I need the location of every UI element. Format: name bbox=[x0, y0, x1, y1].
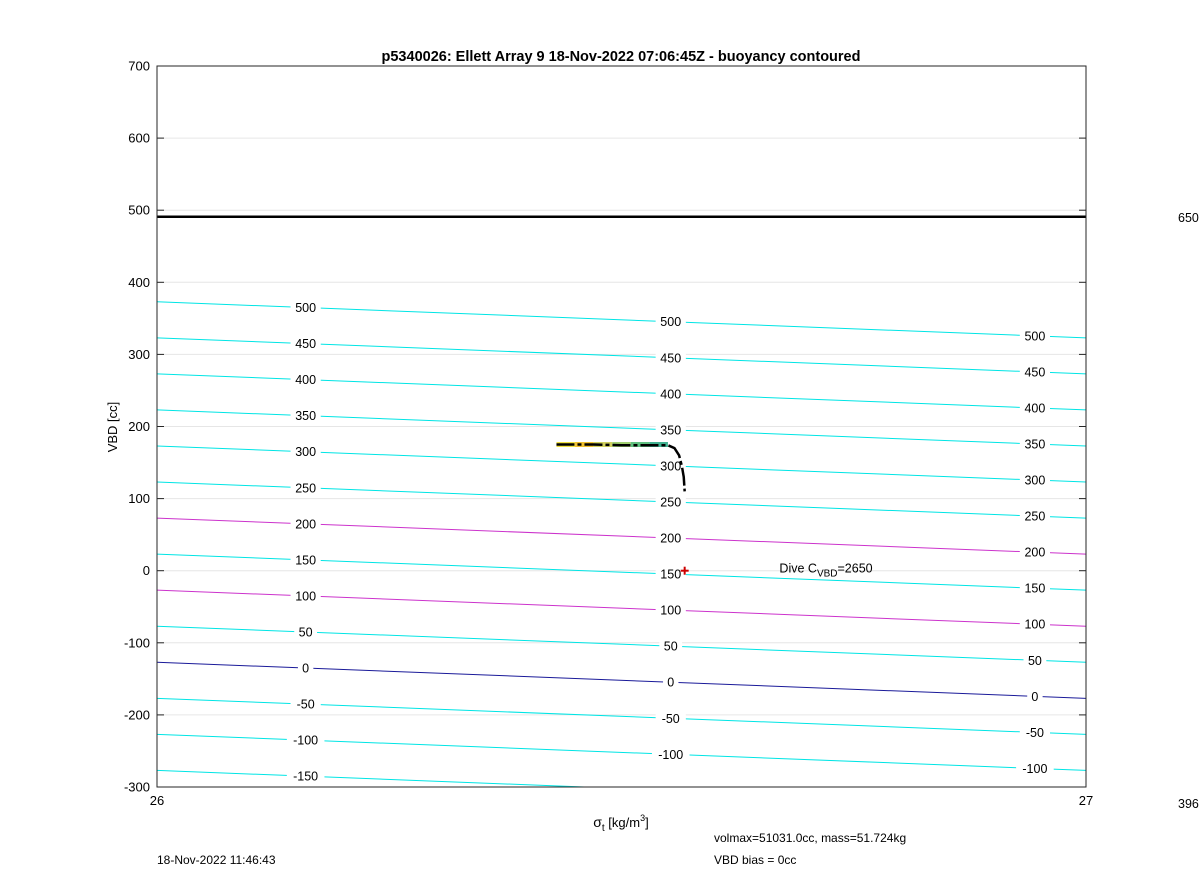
y-tick-label: 400 bbox=[128, 274, 150, 290]
contour-label-350: 350 bbox=[1024, 437, 1046, 452]
y-tick-label: 200 bbox=[128, 419, 150, 434]
contour-label-0: 0 bbox=[302, 661, 310, 676]
y-tick-label: 500 bbox=[128, 202, 150, 218]
y-tick-label: 600 bbox=[128, 130, 150, 146]
contour-label-100: 100 bbox=[1024, 617, 1046, 632]
contour-label--150: -150 bbox=[293, 769, 319, 784]
contour-line--150 bbox=[157, 770, 584, 787]
contour-label-0: 0 bbox=[667, 675, 675, 690]
x-axis-label bbox=[593, 813, 648, 834]
y-tick-label: 700 bbox=[128, 58, 150, 74]
contour-label-200: 200 bbox=[295, 517, 317, 532]
dive-annotation-main: Dive C bbox=[779, 561, 817, 576]
contour-label-250: 250 bbox=[1024, 509, 1046, 524]
contour-label--100: -100 bbox=[293, 733, 319, 748]
y-tick-label: -300 bbox=[123, 779, 150, 795]
contour-label--100: -100 bbox=[1022, 761, 1048, 776]
contour-label-400: 400 bbox=[295, 373, 317, 388]
contour-label-150: 150 bbox=[1024, 581, 1046, 596]
contour-label-300: 300 bbox=[660, 459, 682, 474]
x-tick-label: 27 bbox=[1078, 793, 1094, 808]
contour-label-50: 50 bbox=[663, 639, 678, 654]
x-axis-label-unit: [kg/m bbox=[604, 815, 641, 830]
y-tick-label: 300 bbox=[128, 346, 150, 362]
x-axis-label-unit-sup: 3 bbox=[640, 813, 646, 823]
footer-vbd-bias: VBD bias = 0cc bbox=[714, 853, 797, 867]
contour-label-350: 350 bbox=[295, 409, 317, 424]
x-axis-label-sub: t bbox=[601, 823, 605, 834]
contour-label-50: 50 bbox=[1027, 653, 1042, 668]
contour-label-200: 200 bbox=[1024, 545, 1046, 560]
contour-label-500: 500 bbox=[1024, 329, 1046, 344]
contour-label-500: 500 bbox=[295, 301, 317, 316]
x-axis-label-sigma: σ bbox=[593, 814, 602, 830]
x-tick-label: 26 bbox=[149, 793, 165, 808]
contour-label-450: 450 bbox=[1024, 365, 1046, 380]
contour-label--50: -50 bbox=[1025, 725, 1044, 740]
x-axis-label-unit-end: ] bbox=[645, 815, 649, 830]
contour-label-150: 150 bbox=[295, 553, 317, 568]
dive-cvbd-annotation bbox=[779, 562, 872, 580]
dive-annotation-sub: VBD bbox=[816, 568, 838, 580]
contour-label-250: 250 bbox=[295, 481, 317, 496]
y-tick-label: 100 bbox=[128, 491, 150, 507]
contour-label--50: -50 bbox=[296, 697, 315, 712]
contour-label-100: 100 bbox=[295, 589, 317, 604]
dive-annotation-post: =2650 bbox=[837, 561, 873, 576]
y-tick-label: -200 bbox=[123, 707, 150, 723]
chart-title: p5340026: Ellett Array 9 18-Nov-2022 07:06:45Z - buoyancy contoured bbox=[381, 49, 861, 65]
contour-label-500: 500 bbox=[660, 315, 682, 330]
contour-label-450: 450 bbox=[660, 351, 682, 366]
contour-label-0: 0 bbox=[1031, 689, 1039, 704]
contour-line-0 bbox=[157, 662, 1086, 698]
y-tick-label: 0 bbox=[142, 563, 150, 579]
contour-label-200: 200 bbox=[660, 531, 682, 546]
contour-label-50: 50 bbox=[298, 625, 313, 640]
contour-label-400: 400 bbox=[660, 387, 682, 402]
contour-label-300: 300 bbox=[1024, 473, 1046, 488]
contour-label--50: -50 bbox=[661, 711, 680, 726]
contour-label-450: 450 bbox=[295, 337, 317, 352]
y-axis-label: VBD [cc] bbox=[105, 401, 120, 453]
y-tick-label: -100 bbox=[123, 635, 150, 651]
footer-timestamp: 18-Nov-2022 11:46:43 bbox=[157, 853, 276, 867]
footer-volmax: volmax=51031.0cc, mass=51.724kg bbox=[714, 831, 907, 845]
contour-label-300: 300 bbox=[295, 445, 317, 460]
right-bottom-label: 396 bbox=[1178, 797, 1199, 811]
contour-label-100: 100 bbox=[660, 603, 682, 618]
contour-label--100: -100 bbox=[658, 747, 684, 762]
contour-label-150: 150 bbox=[660, 567, 682, 582]
contour-label-350: 350 bbox=[660, 423, 682, 438]
contour-label-400: 400 bbox=[1024, 401, 1046, 416]
reference-line-label: 650 bbox=[1178, 211, 1199, 225]
contour-label-250: 250 bbox=[660, 495, 682, 510]
